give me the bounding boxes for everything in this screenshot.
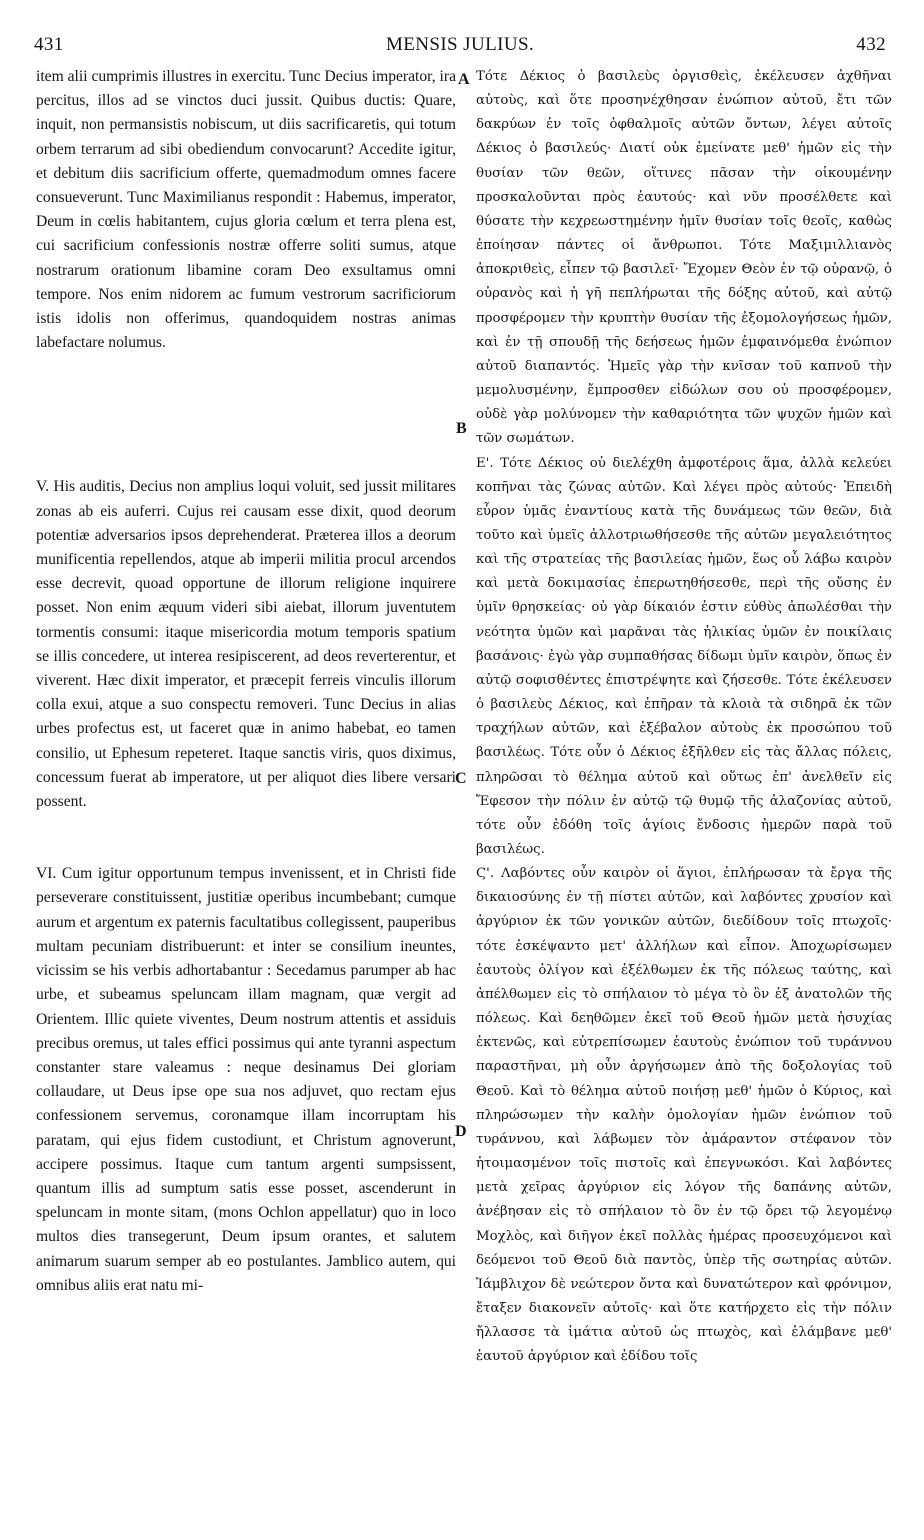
section-gap: [36, 355, 456, 475]
latin-paragraph-3: VI. Cum igitur opportunum tempus invenissent, et in Christi fide perseverare constituissent, justitiæ operibus incumbebant; cumque aurum et argentum ex paternis facultatibus collegissent, pauperibus multam pecuniam distribuerunt: et inter se consilium ineuntes, vicissim se his verbis adhortabantur : Secedamus parumper ab hac urbe, et subeamus speluncam illam magnam, quæ vergit ad Orientem. Illic quiete viventes, Deum nostrum attentis et assiduis precibus oremus, ut tales effici possimus qui ante tyranni aspectum constanter stare valeamus : neque desinamus Dei gloriam collaudare, ut Deus ipse ope sua nos adjuvet, quo rectam ejus confessionem servemus, coronamque illam incorruptam his paratam, qui ejus fidem custodiunt, et Christum agnoverunt, accipere possimus. Itaque cum tantum argenti sumpsissent, quantum illis ad sumptum satis esse posset, ascenderunt in speluncam in monte sitam, (mons Ochlon appellatur) quo in loco multos dies transegerunt, Deum ipsum orantes, et salutem animarum suarum semper ab eo postulantes. Jamblico autem, qui omnibus aliis erat natu mi-: [36, 865, 456, 1294]
page-header: [30, 34, 890, 66]
margin-marker-c: C: [455, 770, 467, 787]
margin-marker-d: D: [455, 1123, 467, 1140]
margin-marker-b: B: [456, 420, 467, 437]
latin-column: [36, 65, 456, 1298]
section-gap: [36, 814, 456, 862]
latin-paragraph-1: item alii cumprimis illustres in exercitu. Tunc Decius imperator, ira percitus, illos ad se vinctos duci jussit. Quibus ductis: Quare, inquit, non permansistis nobiscum, ut diis sacrificaretis, qui totum orbem terrarum ad sibi obediendum convocarunt? Accedite igitur, et debitum diis sacrificium offerte, quemadmodum omnes facere consueverunt. Tunc Maximilianus respondit : Habemus, imperator, Deum in cœlis habitantem, cujus gloria cœlum et terra plena est, cui sacrificium confessionis nostræ offerre soliti sumus, atque nostrarum orationum libamine coram Deo exsultamus omni tempore. Nos enim nidorem ac fumum vestrorum sacrificiorum istis idolis non offerimus, quandoquidem nostras animas labefactare nolumus.: [36, 68, 456, 352]
page-number-right: 432: [856, 34, 886, 55]
greek-paragraph-2: Ε'. Τότε Δέκιος οὐ διελέχθη ἀμφοτέροις ἅμα, ἀλλὰ κελεύει κοπῆναι τὰς ζώνας αὐτῶν. Καὶ λέγει πρὸς αὐτούς· Ἐπειδὴ εὗρον ὑμᾶς ἐναντίους κατὰ τῆς δυνάμεως τῶν θεῶν, διὰ τοῦτο καὶ ὑμεῖς ἀλλοτριωθήσεσθε τῆς αὐτῶν μεγαλειότητος καὶ τῆς στρατείας τῆς βασιλείας ἡμῶν, ἕως οὗ λάβω καιρὸν καὶ μετὰ δοκιμασίας ἐπερωτηθήσεσθε, περὶ τῆς οὔσης ἐν ὑμῖν θρησκείας· οὐ γὰρ δίκαιόν ἐστιν εὐθὺς ἀπωλέσθαι τὴν νεότητα ὑμῶν καὶ μαρᾶναι τὰς ἡλικίας ὑμῶν ἐν ποικίλαις βασάνοις· ἐγὼ γὰρ συμπαθήσας δίδωμι ὑμῖν καιρὸν, ὅπως ἐν αὐτῷ σοφισθέντες ἐπιστρέψητε καὶ ζήσεσθε. Τότε ἐκέλευσεν ὁ βασιλεὺς Δέκιος, καὶ ἐπῆραν τὰ κλοιὰ τὰ σιδηρᾶ ἐκ τῶν τραχήλων αὐτῶν, καὶ ἐξέβαλον αὐτοὺς ἐκ προσώπου τοῦ βασιλέως. Τότε οὖν ὁ Δέκιος ἐξῆλθεν εἰς τὰς ἄλλας πόλεις, πληρῶσαι τὸ θέλημα αὐτοῦ καὶ οὕτως ἐπ' ἀνελθεῖν εἰς Ἔφεσον τὴν πόλιν ἐν αὐτῷ τῷ θυμῷ τῆς ἀλαζονίας αὐτοῦ, τότε οὖν ἐδόθη τοῖς ἁγίοις ἔνδοσις ἡμερῶν παρὰ τοῦ βασιλέως.: [476, 455, 892, 857]
greek-paragraph-1: Τότε Δέκιος ὁ βασιλεὺς ὀργισθεὶς, ἐκέλευσεν ἀχθῆναι αὐτοὺς, καὶ ὅτε προσηνέχθησαν ἐνώπιον αὐτοῦ, ἔτι τῶν δακρύων ἐν τοῖς ὀφθαλμοῖς αὐτῶν ὄντων, λέγει αὐτοῖς Δέκιος ὁ βασιλεύς· Διατί οὐκ ἐμείνατε μεθ' ἡμῶν εἰς τὴν θυσίαν τῶν θεῶν, οἵτινες πᾶσαν τὴν οἰκουμένην προσκαλοῦνται πρὸς ἑαυτούς· καὶ νῦν προσέλθετε καὶ θύσατε τὴν κεχρεωστημένην ἡμῖν θυσίαν τοῖς θεοῖς, καθὼς ἐποίησαν πάντες οἱ ἄνθρωποι. Τότε Μαξιμιλλιανὸς ἀποκριθεὶς, εἶπεν τῷ βασιλεῖ· Ἔχομεν Θεὸν ἐν τῷ οὐρανῷ, ὁ οὐρανὸς καὶ ἡ γῆ πεπλήρωται τῆς δόξης αὐτοῦ, καὶ αὐτῷ προσφέρομεν τὴν κρυπτὴν θυσίαν τῆς ἐξομολογήσεως ἡμῶν, καὶ ἐν τῇ σπουδῇ τῆς δεήσεως ἡμῶν ἐμφαινόμεθα ἐνώπιον αὐτοῦ διαπαντός. Ἡμεῖς γὰρ τὴν κνῖσαν τοῦ καπνοῦ τὴν μεμολυσμένην, ἔμπροσθεν εἰδώλων σου οὐ προσφέρομεν, οὐδὲ γὰρ μολύνομεν τὴν καθαριότητα τῶν ψυχῶν ἡμῶν καὶ τῶν σωμάτων.: [476, 69, 892, 447]
greek-paragraph-3: Ϛ'. Λαβόντες οὖν καιρὸν οἱ ἅγιοι, ἐπλήρωσαν τὰ ἔργα τῆς δικαιοσύνης ἐν τῇ πίστει αὐτῶν, καὶ λαβόντες χρυσίον καὶ ἀργύριον ἐκ τῶν γονικῶν αὐτῶν, διεδίδουν τοῖς πτωχοῖς· τότε ἐσκέψαντο μετ' ἀλλήλων καὶ εἶπον. Ἀποχωρίσωμεν ἑαυτοὺς ὀλίγον καὶ ἐξέλθωμεν ἐκ τῆς πόλεως ταύτης, καὶ ἀπέλθωμεν εἰς τὸ σπήλαιον τὸ μέγα τὸ ὂν ἐξ ἀνατολῶν τῆς πόλεως. Καὶ δεηθῶμεν ἐκεῖ τοῦ Θεοῦ ἡμῶν μετὰ ἡσυχίας ἐκτενῶς, καὶ εὐτρεπίσωμεν ἑαυτοὺς ἐνώπιον τοῦ τυράννου παραστῆναι, μὴ οὖν ἀργήσωμεν ἀπὸ τῆς δοξολογίας τοῦ Θεοῦ. Καὶ τὸ θέλημα αὐτοῦ ποιήσῃ μεθ' ἡμῶν ὁ Κύριος, καὶ πληρώσωμεν τὴν καλὴν ὁμολογίαν ἡμῶν ἐνώπιον τοῦ τυράννου, καὶ λάβωμεν τὸν ἀμάραντον στέφανον τὸν ἡτοιμασμένον τοῖς πιστοῖς καὶ ἐπεγνωκόσι. Καὶ λαβόντες μετὰ χεῖρας ἀργύριον εἰς λόγον τῆς δαπάνης αὐτῶν, ἀνέβησαν εἰς τὸ σπήλαιον τὸ ὂν ἐν τῷ ὄρει τῷ λεγομένῳ Μοχλὸς, καὶ διῆγον ἐκεῖ πολλὰς ἡμέρας προσευχόμενοι καὶ δεόμενοι τοῦ Θεοῦ διὰ παντὸς, ὑπὲρ τῆς σωτηρίας αὐτῶν. Ἰάμβλιχον δὲ νεώτερον ὄντα καὶ δυνατώτερον καὶ φρόνιμον, ἔταξεν διακονεῖν αὐτοῖς· καὶ ὅτε κατήρχετο εἰς τὴν πόλιν ἤλλασσε τὰ ἱμάτια αὐτοῦ ὡς πτωχὸς, καὶ ἐλάμβανε μεθ' ἑαυτοῦ ἀργύριον καὶ ἐδίδου τοῖς: [476, 866, 892, 1365]
margin-marker-a: A: [458, 71, 470, 88]
latin-paragraph-2: V. His auditis, Decius non amplius loqui voluit, sed jussit militares zonas ab eis auferri. Cujus rei causam esse dixit, quod deorum potentiæ adversarios ipsos deprehenderat. Præterea illos a deorum munificentia repellendos, atque ab imperii militia procul arcendos esse decrevit, quoad opportune de illorum religione inquirere posset. Non enim æquum videri sibi aiebat, illorum juventutem tormentis consumi: itaque misericordia motum temporis spatium se illis concedere, ut interea resipiscerent, ad deos reverterentur, et viverent. Hæc dixit imperator, et præcepit ferreis vinculis illorum colla exui, atque a suo conspectu removeri. Tunc Decius in alias urbes profectus est, ut faceret quæ in animo habebat, eo tamen consilio, ut Ephesum repeteret. Itaque sanctis viris, quos diximus, concessum fuerat ab imperatore, ut per aliquot dies libere versari possent.: [36, 478, 456, 811]
greek-column: [476, 65, 892, 1369]
page-number-left: 431: [34, 34, 64, 55]
running-title: MENSIS JULIUS.: [385, 34, 535, 55]
